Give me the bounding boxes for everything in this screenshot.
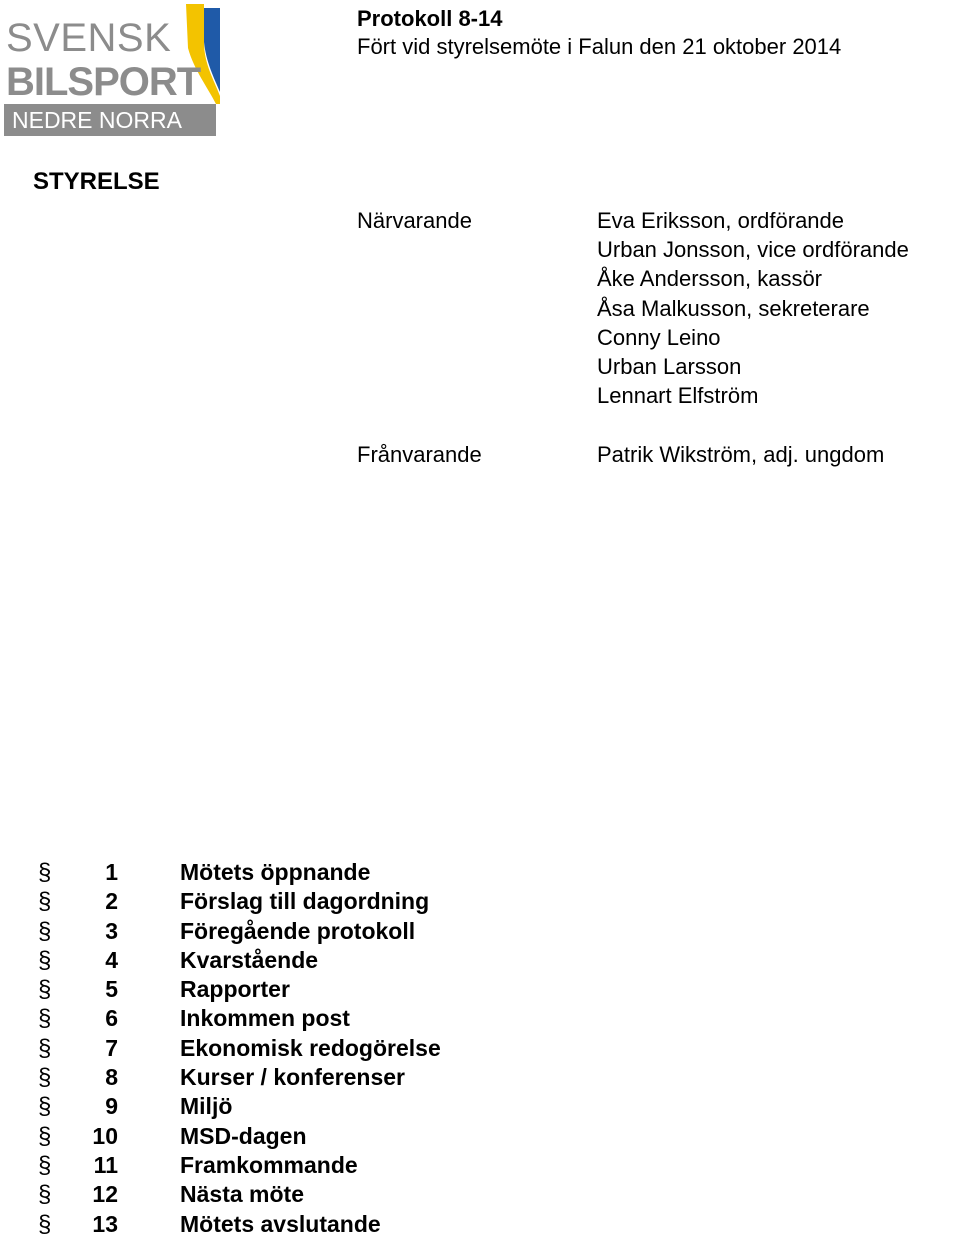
- present-label: Närvarande: [357, 208, 472, 233]
- section-sign-icon: §: [38, 1122, 52, 1150]
- logo-line-bilsport: BILSPORT: [6, 60, 201, 104]
- agenda-item-title: Rapporter: [180, 976, 290, 1003]
- agenda-item-number: 5: [105, 976, 118, 1003]
- section-sign-icon: §: [38, 946, 52, 974]
- section-sign-icon: §: [38, 888, 52, 916]
- agenda-item-title: Mötets öppnande: [180, 859, 371, 885]
- logo-line-svensk: SVENSK: [6, 16, 172, 60]
- agenda-item: [0, 975, 960, 1004]
- section-sign-icon: §: [38, 1034, 52, 1062]
- agenda-item: [0, 1004, 960, 1033]
- agenda-item-title: Kurser / konferenser: [180, 1064, 405, 1091]
- section-sign-icon: §: [38, 1181, 52, 1209]
- agenda-item-title: Mötets avslutande: [180, 1210, 381, 1237]
- agenda-item: [0, 946, 960, 975]
- agenda-item-number: 6: [105, 1005, 118, 1032]
- agenda-item-title: Kvarstående: [180, 946, 319, 973]
- agenda-item: [0, 1210, 960, 1239]
- present-member: Lennart Elfström: [597, 383, 759, 409]
- agenda-item-number: 13: [92, 1210, 118, 1237]
- present-list: [597, 206, 909, 410]
- agenda-item-title: Inkommen post: [180, 1005, 350, 1032]
- section-sign-icon: §: [38, 1093, 52, 1121]
- agenda-item-number: 7: [105, 1034, 118, 1061]
- agenda-item-number: 8: [105, 1064, 118, 1091]
- organization-logo: [4, 4, 218, 136]
- present-member: Urban Larsson: [597, 354, 742, 380]
- agenda-item-number: 4: [105, 946, 118, 973]
- agenda-item-number: 10: [92, 1122, 118, 1149]
- agenda-item-number: 1: [105, 859, 118, 885]
- present-member: Urban Jonsson, vice ordförande: [597, 237, 909, 263]
- agenda-item-title: Ekonomisk redogörelse: [180, 1034, 441, 1061]
- agenda-item-number: 3: [105, 917, 118, 944]
- document-subtitle: Fört vid styrelsemöte i Falun den 21 oktober 2014: [357, 34, 842, 59]
- absent-list: [597, 440, 884, 469]
- agenda-item-title: Framkommande: [180, 1151, 358, 1178]
- agenda-item-title: Förslag till dagordning: [180, 888, 430, 915]
- agenda-item: [0, 887, 960, 916]
- agenda-item-title: Miljö: [180, 1093, 233, 1120]
- section-sign-icon: §: [38, 1151, 52, 1179]
- agenda-item: [0, 917, 960, 946]
- agenda-item: [0, 858, 960, 887]
- agenda-item: [0, 1063, 960, 1092]
- absent-label: Frånvarande: [357, 442, 482, 467]
- agenda-item-title: Föregående protokoll: [180, 917, 416, 944]
- section-sign-icon: §: [38, 1064, 52, 1092]
- section-heading-board: STYRELSE: [33, 168, 160, 195]
- agenda-item: [0, 1151, 960, 1180]
- present-member: Åke Andersson, kassör: [597, 266, 823, 292]
- agenda-item-number: 2: [105, 888, 118, 915]
- present-member: Conny Leino: [597, 324, 721, 350]
- agenda-list: [0, 858, 960, 1239]
- agenda-item: [0, 1092, 960, 1121]
- section-sign-icon: §: [38, 1005, 52, 1033]
- agenda-item-title: MSD-dagen: [180, 1122, 307, 1149]
- agenda-item: [0, 1122, 960, 1151]
- section-sign-icon: §: [38, 976, 52, 1004]
- section-sign-icon: §: [38, 859, 52, 886]
- present-member: Eva Eriksson, ordförande: [597, 208, 845, 233]
- agenda-item-number: 11: [93, 1151, 118, 1178]
- present-member: Åsa Malkusson, sekreterare: [597, 295, 870, 321]
- agenda-item: [0, 1180, 960, 1209]
- agenda-item-title: Nästa möte: [180, 1181, 304, 1208]
- absent-member: Patrik Wikström, adj. ungdom: [597, 442, 885, 467]
- agenda-item-number: 9: [105, 1093, 118, 1120]
- section-sign-icon: §: [38, 917, 52, 945]
- section-sign-icon: §: [38, 1210, 52, 1238]
- document-title: Protokoll 8-14: [357, 6, 503, 31]
- logo-line-region: NEDRE NORRA: [12, 107, 182, 133]
- agenda-item: [0, 1034, 960, 1063]
- agenda-item-number: 12: [92, 1181, 118, 1208]
